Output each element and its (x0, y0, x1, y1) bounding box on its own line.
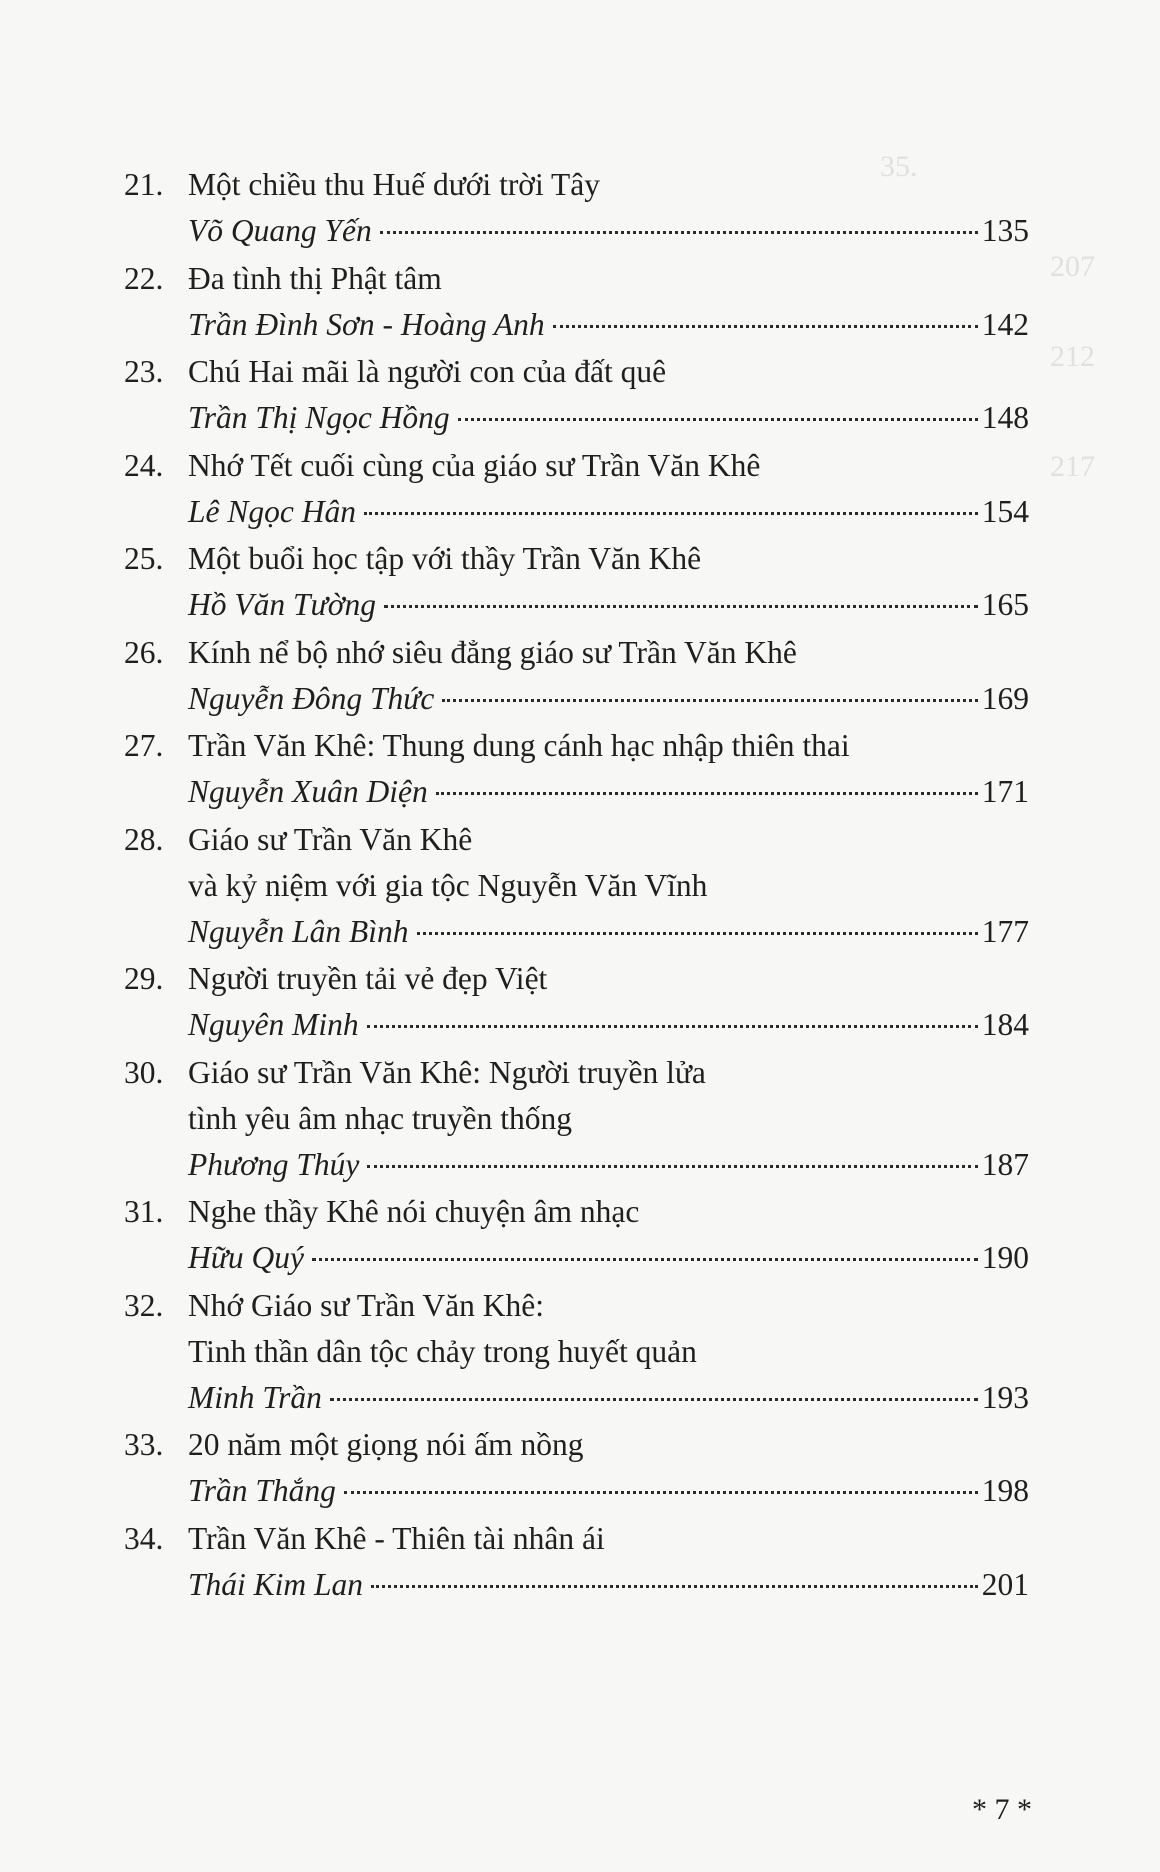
toc-entry (124, 1189, 1029, 1281)
toc-entry-title: Đa tình thị Phật tâm (188, 260, 442, 296)
toc-author-line (188, 582, 1029, 628)
toc-title-line (124, 349, 1029, 395)
toc-entry (124, 536, 1029, 628)
toc-entry-author: Nguyễn Đông Thức (188, 680, 435, 716)
toc-entry (124, 349, 1029, 441)
dot-leader (553, 325, 978, 328)
toc-entry-title: Giáo sư Trần Văn Khê (188, 821, 473, 857)
toc-entry-number: 24. (124, 447, 164, 483)
dot-leader (330, 1398, 978, 1401)
toc-entry-author: Hồ Văn Tường (188, 587, 377, 622)
dot-leader (367, 1025, 978, 1028)
toc-entry-page-number: 177 (981, 913, 1029, 949)
toc-entry-title: và kỷ niệm với gia tộc Nguyễn Văn Vĩnh (188, 867, 708, 903)
toc-entry-author: Võ Quang Yến (188, 213, 372, 248)
toc-entry-page-number: 184 (981, 1007, 1029, 1042)
toc-entry-author: Nguyên Minh (188, 1007, 359, 1042)
toc-entry-number: 22. (124, 260, 164, 296)
toc-entry-author: Trần Thắng (188, 1473, 336, 1508)
dot-leader (312, 1258, 978, 1261)
toc-title-line (124, 1516, 1029, 1562)
toc-entry-page-number: 187 (981, 1146, 1029, 1182)
toc-title-line (124, 1329, 1029, 1375)
toc-entry (124, 443, 1029, 535)
toc-entry-page-number: 142 (981, 306, 1029, 342)
toc-entry-page-number: 148 (981, 400, 1029, 435)
bleed-through-text: 35. (880, 150, 918, 183)
toc-author-line (188, 1002, 1029, 1048)
toc-author-line (188, 1235, 1029, 1281)
toc-entry-page-number: 154 (981, 493, 1029, 529)
dot-leader (380, 231, 978, 234)
toc-author-line (188, 302, 1029, 348)
toc-entry-title: Chú Hai mãi là người con của đất quê (188, 354, 667, 389)
toc-entry (124, 630, 1029, 722)
toc-entry-title: Một chiều thu Huế dưới trời Tây (188, 167, 600, 202)
toc-author-line (188, 909, 1029, 955)
dot-leader (367, 1165, 977, 1168)
dot-leader (436, 792, 978, 795)
toc-entry-number: 26. (124, 634, 164, 670)
toc-entry-page-number: 190 (981, 1240, 1029, 1275)
toc-entry (124, 1516, 1029, 1608)
toc-entry (124, 1422, 1029, 1514)
toc-entry-number: 30. (124, 1054, 164, 1090)
toc-entry-title: Nhớ Tết cuối cùng của giáo sư Trần Văn Khê (188, 447, 761, 483)
dot-leader (417, 932, 978, 935)
page-number: * 7 * (972, 1793, 1032, 1826)
dot-leader (364, 512, 978, 515)
toc-entry-number: 34. (124, 1520, 164, 1556)
toc-entry-title: Trần Văn Khê: Thung dung cánh hạc nhập thiên thai (188, 728, 850, 763)
table-of-contents (124, 162, 1029, 1609)
toc-author-line (188, 769, 1029, 815)
toc-title-line (124, 1422, 1029, 1468)
toc-title-line (124, 1050, 1029, 1096)
toc-entry-number: 28. (124, 821, 164, 857)
toc-entry-page-number: 165 (981, 587, 1029, 622)
bleed-through-text: 212 (1050, 340, 1095, 373)
bleed-through-text: 207 (1050, 250, 1095, 283)
toc-entry-title: Một buổi học tập với thầy Trần Văn Khê (188, 541, 702, 576)
toc-entry-author: Hữu Quý (188, 1240, 305, 1275)
toc-entry-number: 25. (124, 541, 164, 576)
toc-entry (124, 1050, 1029, 1188)
dot-leader (458, 418, 978, 421)
toc-author-line (188, 395, 1029, 441)
toc-entry-number: 33. (124, 1427, 164, 1462)
toc-entry-title: Trần Văn Khê - Thiên tài nhân ái (188, 1520, 605, 1556)
toc-entry-page-number: 193 (981, 1379, 1029, 1415)
toc-title-line (124, 817, 1029, 863)
toc-entry-page-number: 198 (981, 1473, 1029, 1508)
toc-entry-number: 23. (124, 354, 164, 389)
toc-title-line (124, 630, 1029, 676)
toc-entry (124, 162, 1029, 254)
bleed-through-text: 217 (1050, 450, 1095, 483)
toc-title-line (124, 443, 1029, 489)
dot-leader (344, 1491, 978, 1494)
toc-entry-number: 32. (124, 1287, 164, 1323)
toc-title-line (124, 956, 1029, 1002)
toc-entry-author: Nguyễn Xuân Diện (188, 774, 428, 809)
toc-entry-author: Thái Kim Lan (188, 1566, 364, 1602)
toc-entry (124, 817, 1029, 955)
toc-author-line (188, 208, 1029, 254)
toc-title-line (124, 723, 1029, 769)
toc-entry-title: Kính nể bộ nhớ siêu đẳng giáo sư Trần Văn Khê (188, 634, 797, 670)
toc-entry-page-number: 201 (981, 1566, 1029, 1602)
toc-entry-title: Nhớ Giáo sư Trần Văn Khê: (188, 1287, 545, 1323)
toc-entry-title: tình yêu âm nhạc truyền thống (188, 1100, 573, 1136)
toc-entry-title: Tinh thần dân tộc chảy trong huyết quản (188, 1333, 697, 1369)
toc-entry-title: 20 năm một giọng nói ấm nồng (188, 1427, 584, 1462)
toc-entry-number: 29. (124, 961, 164, 996)
toc-title-line (124, 1283, 1029, 1329)
dot-leader (442, 699, 977, 702)
toc-author-line (188, 1468, 1029, 1514)
toc-title-line (124, 256, 1029, 302)
toc-entry-title: Giáo sư Trần Văn Khê: Người truyền lửa (188, 1054, 706, 1090)
toc-entry-author: Trần Đình Sơn - Hoàng Anh (188, 306, 545, 342)
toc-entry-title: Người truyền tải vẻ đẹp Việt (188, 961, 548, 996)
toc-author-line (188, 489, 1029, 535)
toc-entry (124, 1283, 1029, 1421)
toc-entry-title: Nghe thầy Khê nói chuyện âm nhạc (188, 1194, 640, 1229)
toc-entry-page-number: 169 (981, 680, 1029, 716)
toc-entry-page-number: 135 (981, 213, 1029, 248)
toc-title-line (124, 863, 1029, 909)
toc-title-line (124, 162, 1029, 208)
toc-entry-author: Nguyễn Lân Bình (188, 913, 409, 949)
toc-entry (124, 956, 1029, 1048)
toc-title-line (124, 536, 1029, 582)
toc-entry-number: 27. (124, 728, 164, 763)
toc-entry (124, 256, 1029, 348)
dot-leader (384, 605, 978, 608)
toc-entry-number: 21. (124, 167, 164, 202)
dot-leader (371, 1585, 978, 1588)
toc-entry-author: Phương Thúy (188, 1146, 360, 1182)
toc-entry-author: Minh Trần (188, 1379, 322, 1415)
toc-author-line (188, 1375, 1029, 1421)
toc-entry-author: Trần Thị Ngọc Hồng (188, 400, 450, 435)
toc-title-line (124, 1189, 1029, 1235)
toc-author-line (188, 1562, 1029, 1608)
toc-entry (124, 723, 1029, 815)
toc-author-line (188, 1142, 1029, 1188)
toc-entry-page-number: 171 (981, 774, 1029, 809)
toc-entry-number: 31. (124, 1194, 164, 1229)
toc-entry-author: Lê Ngọc Hân (188, 493, 356, 529)
toc-title-line (124, 1096, 1029, 1142)
toc-author-line (188, 676, 1029, 722)
